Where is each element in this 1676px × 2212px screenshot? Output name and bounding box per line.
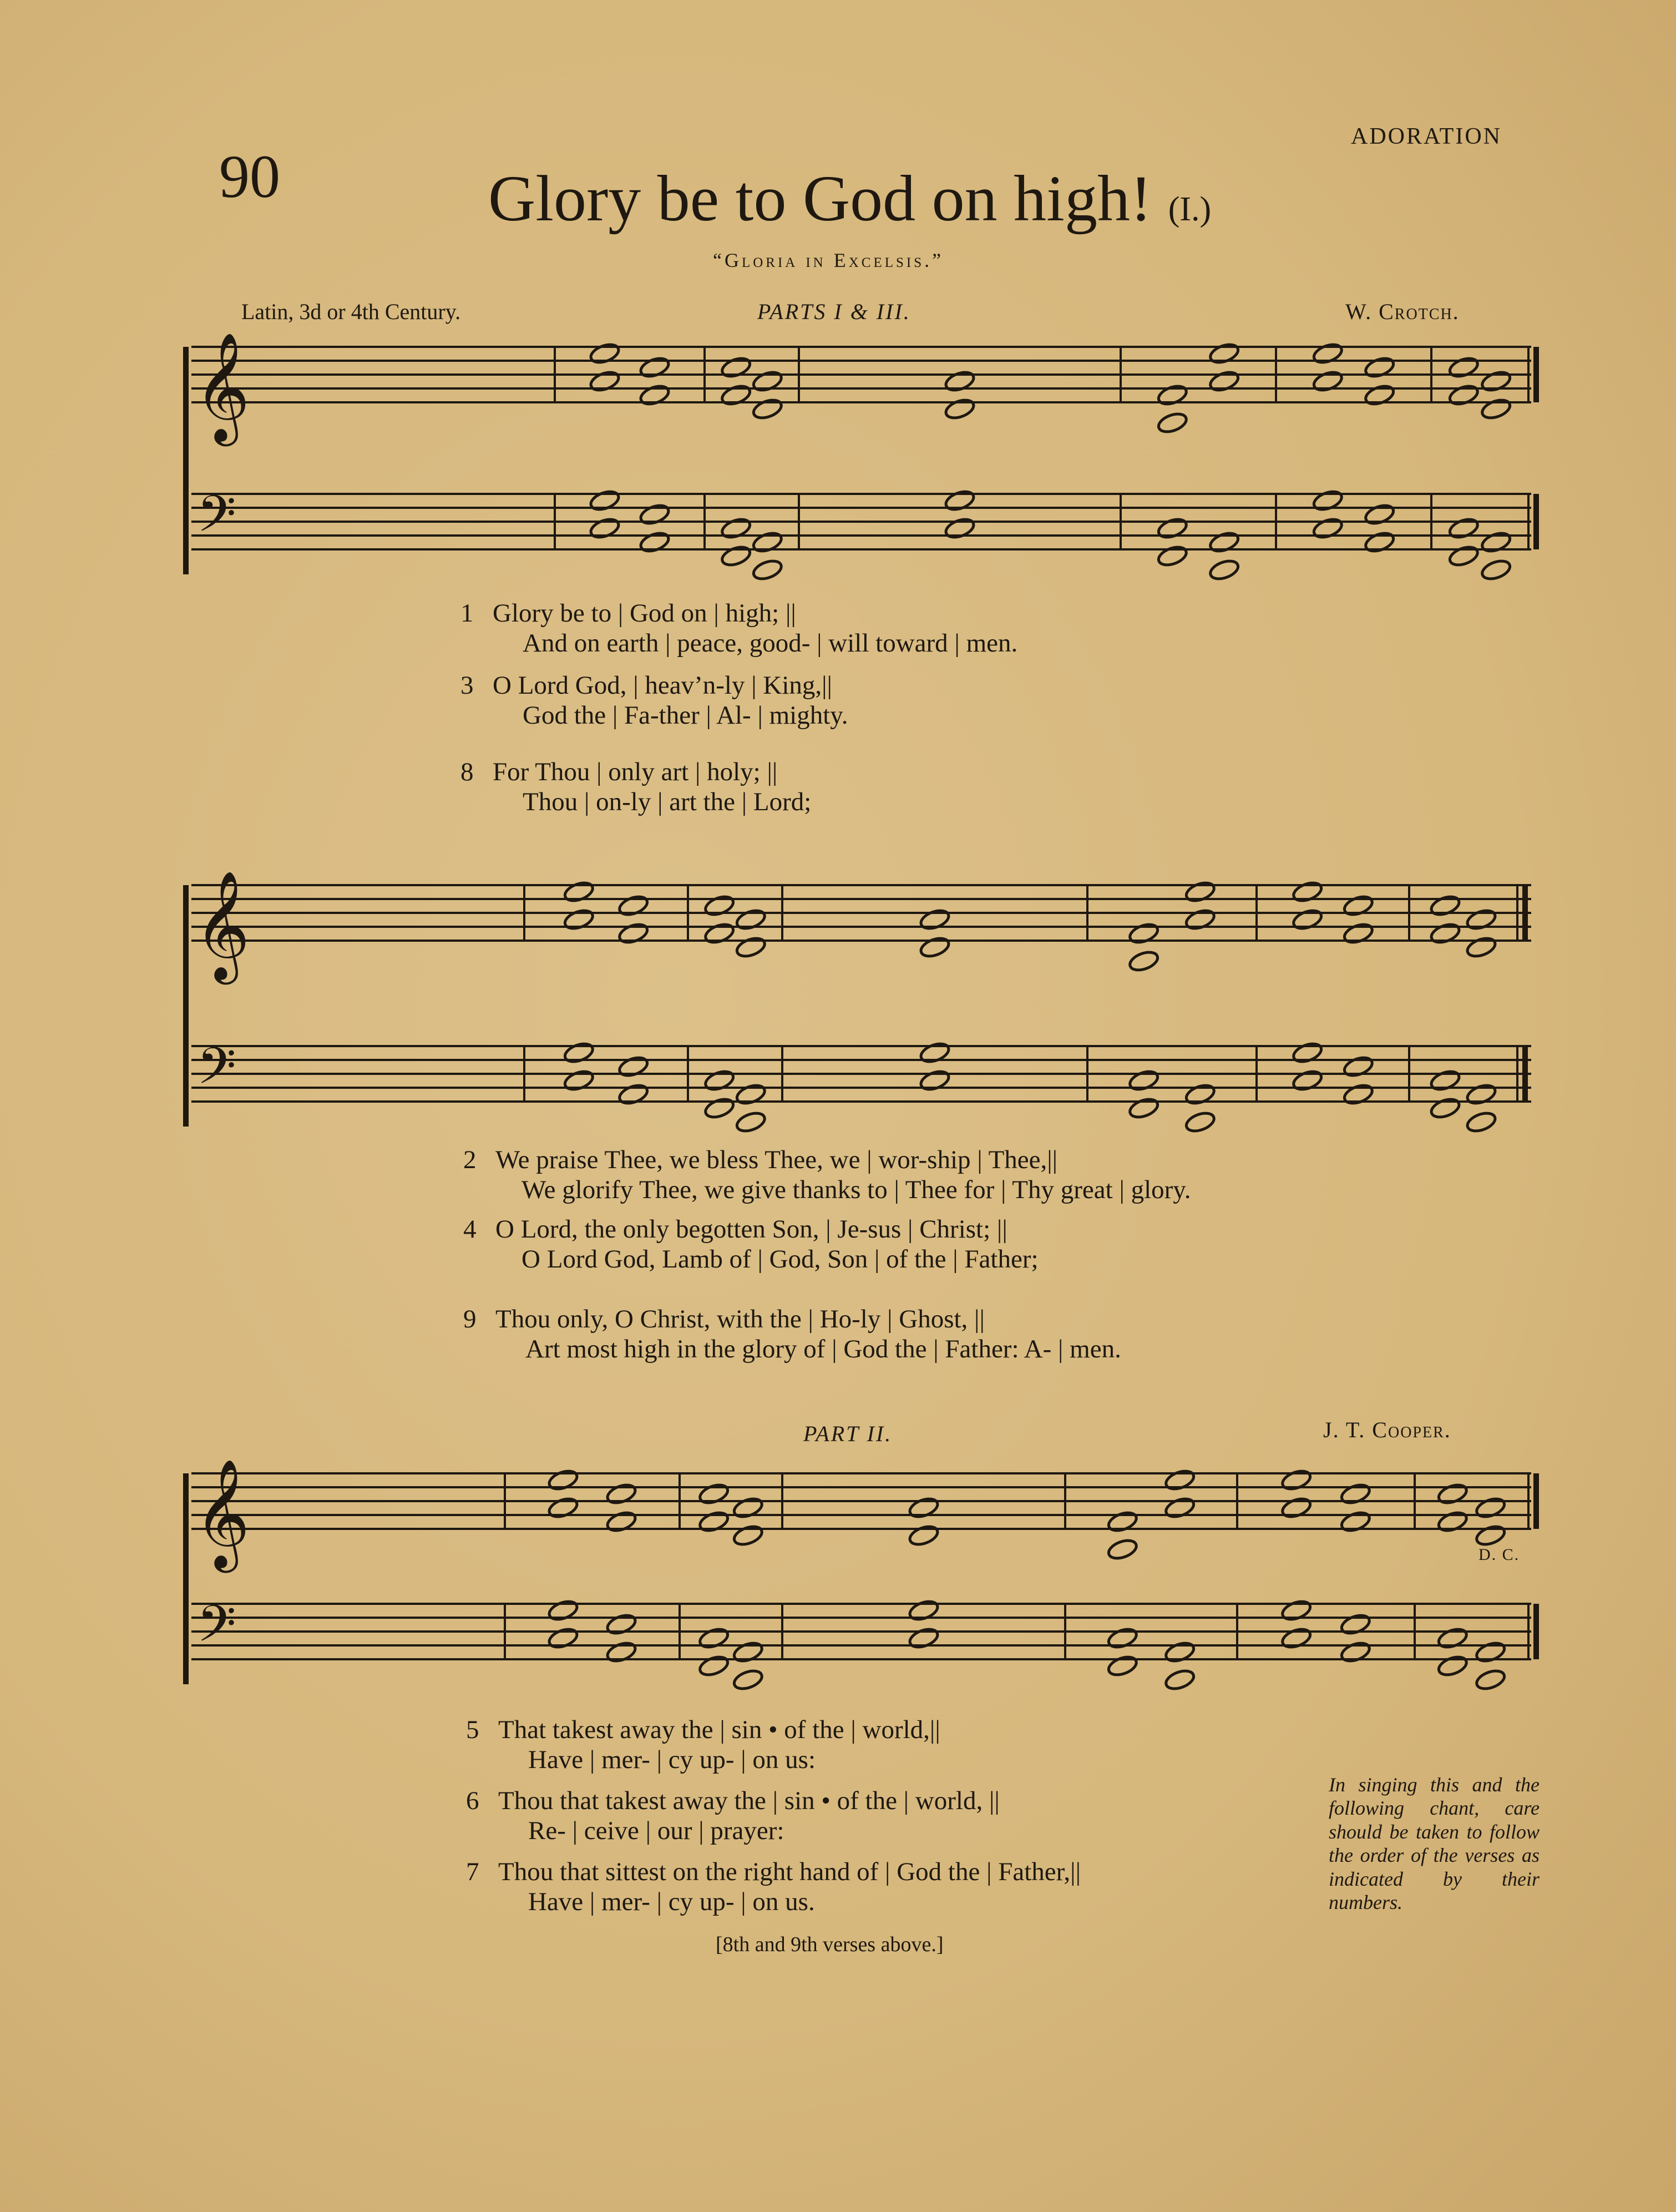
note-head-icon <box>1447 355 1480 380</box>
note-head-icon <box>1363 530 1395 554</box>
bass-clef-icon: 𝄢 <box>197 484 236 555</box>
note-head-icon <box>720 355 752 380</box>
note-head-icon <box>547 1626 579 1650</box>
note-head-icon <box>944 369 976 393</box>
verse-line: O Lord God, Lamb of | God, Son | of the | Father; <box>521 1245 1039 1274</box>
verse-line: Have | mer- | cy up- | on us. <box>528 1887 815 1916</box>
da-capo-mark: D. C. <box>1478 1546 1520 1564</box>
verse-line: God the | Fa-ther | Al- | mighty. <box>523 701 848 730</box>
note-head-icon <box>1163 1640 1196 1664</box>
note-head-icon <box>1184 880 1216 904</box>
note-head-icon <box>639 502 671 527</box>
note-head-icon <box>1363 355 1395 380</box>
note-head-icon <box>732 1640 764 1664</box>
note-head-icon <box>1342 1054 1374 1079</box>
note-head-icon <box>944 516 976 541</box>
note-head-icon <box>1339 1509 1371 1534</box>
note-head-icon <box>1474 1496 1506 1520</box>
section-heading: ADORATION <box>1351 124 1502 149</box>
note-head-icon <box>944 488 976 513</box>
parts-label: PARTS I & III. <box>757 299 911 324</box>
note-head-icon <box>639 530 671 554</box>
verse-9 <box>463 1304 1121 1364</box>
note-head-icon <box>1312 488 1344 513</box>
note-head-icon <box>1480 397 1512 421</box>
verse-line: Re- | ceive | our | prayer: <box>528 1816 784 1845</box>
note-head-icon <box>697 1654 730 1678</box>
note-head-icon <box>1480 369 1512 393</box>
verse-line: O Lord, the only begotten Son, | Je-sus | Christ; || <box>495 1215 1007 1244</box>
note-head-icon <box>617 1082 649 1107</box>
note-head-icon <box>1127 921 1159 946</box>
note-head-icon <box>1106 1626 1138 1650</box>
note-head-icon <box>1208 369 1240 393</box>
note-head-icon <box>1291 880 1323 904</box>
note-head-icon <box>617 1054 649 1079</box>
note-head-icon <box>1127 1068 1159 1093</box>
part2-label: PART II. <box>803 1421 893 1446</box>
footnote: [8th and 9th verses above.] <box>716 1933 944 1956</box>
verse-6 <box>466 1786 1000 1846</box>
note-head-icon <box>1163 1668 1196 1692</box>
note-head-icon <box>547 1468 579 1492</box>
note-head-icon <box>1184 907 1216 932</box>
note-head-icon <box>1156 544 1188 568</box>
verse-5 <box>466 1715 940 1775</box>
verse-3 <box>460 670 848 730</box>
note-head-icon <box>919 1068 951 1093</box>
note-head-icon <box>944 397 976 421</box>
note-head-icon <box>735 907 767 932</box>
verse-line: Have | mer- | cy up- | on us: <box>528 1745 816 1774</box>
hymn-title-text: Glory be to God on high! <box>488 162 1152 235</box>
verse-number: 5 <box>466 1715 479 1744</box>
note-head-icon <box>703 893 735 918</box>
hymn-subtitle: “Gloria in Excelsis.” <box>713 249 944 271</box>
note-head-icon <box>589 516 621 541</box>
verse-line: And on earth | peace, good- | will toward | men. <box>523 629 1018 658</box>
note-head-icon <box>1127 1096 1159 1120</box>
note-head-icon <box>1312 369 1344 393</box>
note-head-icon <box>1465 1082 1497 1107</box>
note-head-icon <box>1339 1482 1371 1506</box>
note-head-icon <box>563 907 595 932</box>
note-head-icon <box>751 530 783 554</box>
note-head-icon <box>1436 1654 1469 1678</box>
verse-1 <box>460 598 1017 658</box>
note-head-icon <box>1339 1640 1371 1664</box>
note-head-icon <box>1163 1468 1196 1492</box>
note-head-icon <box>1106 1654 1138 1678</box>
composer-credit: W. Crotch. <box>1345 299 1460 324</box>
side-note: In singing this and the following chant, care should be taken to follow the order of the verses as indicated by their numbers. <box>1329 1774 1540 1914</box>
note-head-icon <box>589 341 621 366</box>
note-head-icon <box>1280 1496 1312 1520</box>
note-head-icon <box>563 1041 595 1065</box>
verse-2 <box>463 1145 1191 1205</box>
note-head-icon <box>1280 1468 1312 1492</box>
note-head-icon <box>919 935 951 959</box>
note-head-icon <box>1184 1082 1216 1107</box>
note-head-icon <box>1291 907 1323 932</box>
note-head-icon <box>1342 921 1374 946</box>
note-head-icon <box>1291 1068 1323 1093</box>
note-head-icon <box>697 1509 730 1534</box>
verse-line: Thou only, O Christ, with the | Ho-ly | Ghost, || <box>495 1305 985 1334</box>
note-head-icon <box>617 921 649 946</box>
note-head-icon <box>1280 1626 1312 1650</box>
treble-clef-icon: 𝄞 <box>194 332 250 442</box>
verse-number: 2 <box>463 1145 477 1174</box>
note-head-icon <box>1429 1068 1461 1093</box>
note-head-icon <box>1163 1496 1196 1520</box>
note-head-icon <box>1429 893 1461 918</box>
note-head-icon <box>908 1598 940 1623</box>
verse-8 <box>460 757 811 817</box>
note-head-icon <box>1208 558 1240 582</box>
verse-number: 3 <box>460 671 474 700</box>
note-head-icon <box>1312 341 1344 366</box>
note-head-icon <box>1363 383 1395 407</box>
note-head-icon <box>563 1068 595 1093</box>
verse-number: 9 <box>463 1305 477 1334</box>
note-head-icon <box>732 1668 764 1692</box>
note-head-icon <box>1106 1509 1138 1534</box>
verse-number: 8 <box>460 757 474 786</box>
verse-line: Thou that takest away the | sin • of the | world, || <box>498 1786 1000 1815</box>
note-head-icon <box>589 369 621 393</box>
note-head-icon <box>1127 949 1159 973</box>
note-head-icon <box>639 383 671 407</box>
note-head-icon <box>605 1612 637 1637</box>
note-head-icon <box>703 1096 735 1120</box>
note-head-icon <box>547 1496 579 1520</box>
note-head-icon <box>589 488 621 513</box>
bass-clef-icon: 𝄢 <box>197 1594 236 1665</box>
verse-4 <box>463 1214 1039 1274</box>
note-head-icon <box>919 907 951 932</box>
verse-number: 1 <box>460 599 474 628</box>
verse-line: Thou that sittest on the right hand of | God the | Father,|| <box>498 1857 1081 1886</box>
note-head-icon <box>1465 935 1497 959</box>
note-head-icon <box>1339 1612 1371 1637</box>
note-head-icon <box>1447 544 1480 568</box>
note-head-icon <box>751 397 783 421</box>
note-head-icon <box>735 1110 767 1134</box>
verse-line: O Lord God, | heav’n-ly | King,|| <box>493 671 832 700</box>
note-head-icon <box>697 1482 730 1506</box>
verse-number: 7 <box>466 1857 479 1886</box>
note-head-icon <box>908 1523 940 1548</box>
note-head-icon <box>751 558 783 582</box>
verse-number: 6 <box>466 1786 479 1815</box>
note-head-icon <box>1429 921 1461 946</box>
note-head-icon <box>908 1496 940 1520</box>
note-head-icon <box>639 355 671 380</box>
note-head-icon <box>1363 502 1395 527</box>
note-head-icon <box>720 544 752 568</box>
note-head-icon <box>605 1482 637 1506</box>
note-head-icon <box>732 1523 764 1548</box>
verse-line: Glory be to | God on | high; || <box>493 599 796 628</box>
verse-line: We glorify Thee, we give thanks to | Thee for | Thy great | glory. <box>521 1175 1191 1204</box>
hymn-number: 90 <box>219 143 280 210</box>
verse-line: We praise Thee, we bless Thee, we | wor-ship | Thee,|| <box>495 1145 1058 1174</box>
note-head-icon <box>720 516 752 541</box>
note-head-icon <box>1474 1668 1506 1692</box>
verse-line: For Thou | only art | holy; || <box>493 757 778 786</box>
note-head-icon <box>908 1626 940 1650</box>
part2-composer: J. T. Cooper. <box>1323 1417 1451 1442</box>
note-head-icon <box>703 921 735 946</box>
verse-line: That takest away the | sin • of the | world,|| <box>498 1715 940 1744</box>
note-head-icon <box>1280 1598 1312 1623</box>
note-head-icon <box>1436 1626 1469 1650</box>
note-head-icon <box>1480 558 1512 582</box>
note-head-icon <box>703 1068 735 1093</box>
note-head-icon <box>735 935 767 959</box>
note-head-icon <box>547 1598 579 1623</box>
note-head-icon <box>720 383 752 407</box>
note-head-icon <box>1474 1640 1506 1664</box>
note-head-icon <box>1156 516 1188 541</box>
note-head-icon <box>605 1640 637 1664</box>
note-head-icon <box>1312 516 1344 541</box>
hymn-title-part: (I.) <box>1168 190 1212 228</box>
note-head-icon <box>1474 1523 1506 1548</box>
note-head-icon <box>1342 893 1374 918</box>
verse-number: 4 <box>463 1215 477 1244</box>
note-head-icon <box>1291 1041 1323 1065</box>
note-head-icon <box>1465 907 1497 932</box>
note-head-icon <box>732 1496 764 1520</box>
note-head-icon <box>1342 1082 1374 1107</box>
note-head-icon <box>751 369 783 393</box>
note-head-icon <box>1106 1537 1138 1562</box>
note-head-icon <box>697 1626 730 1650</box>
note-head-icon <box>919 1041 951 1065</box>
note-head-icon <box>1447 516 1480 541</box>
bass-clef-icon: 𝄢 <box>197 1037 236 1108</box>
text-source: Latin, 3d or 4th Century. <box>241 299 461 324</box>
note-head-icon <box>1208 341 1240 366</box>
note-head-icon <box>1465 1110 1497 1134</box>
verse-7 <box>466 1857 1081 1917</box>
note-head-icon <box>735 1082 767 1107</box>
note-head-icon <box>563 880 595 904</box>
verse-line: Thou | on-ly | art the | Lord; <box>523 787 812 816</box>
note-head-icon <box>1156 411 1188 435</box>
note-head-icon <box>1447 383 1480 407</box>
note-head-icon <box>1429 1096 1461 1120</box>
note-head-icon <box>617 893 649 918</box>
note-head-icon <box>1184 1110 1216 1134</box>
treble-clef-icon: 𝄞 <box>194 1458 250 1568</box>
note-head-icon <box>1208 530 1240 554</box>
note-head-icon <box>1436 1482 1469 1506</box>
note-head-icon <box>1480 530 1512 554</box>
treble-clef-icon: 𝄞 <box>194 870 250 980</box>
note-head-icon <box>1436 1509 1469 1534</box>
note-head-icon <box>605 1509 637 1534</box>
note-head-icon <box>1156 383 1188 407</box>
verse-line: Art most high in the glory of | God the | Father: A- | men. <box>525 1335 1121 1363</box>
